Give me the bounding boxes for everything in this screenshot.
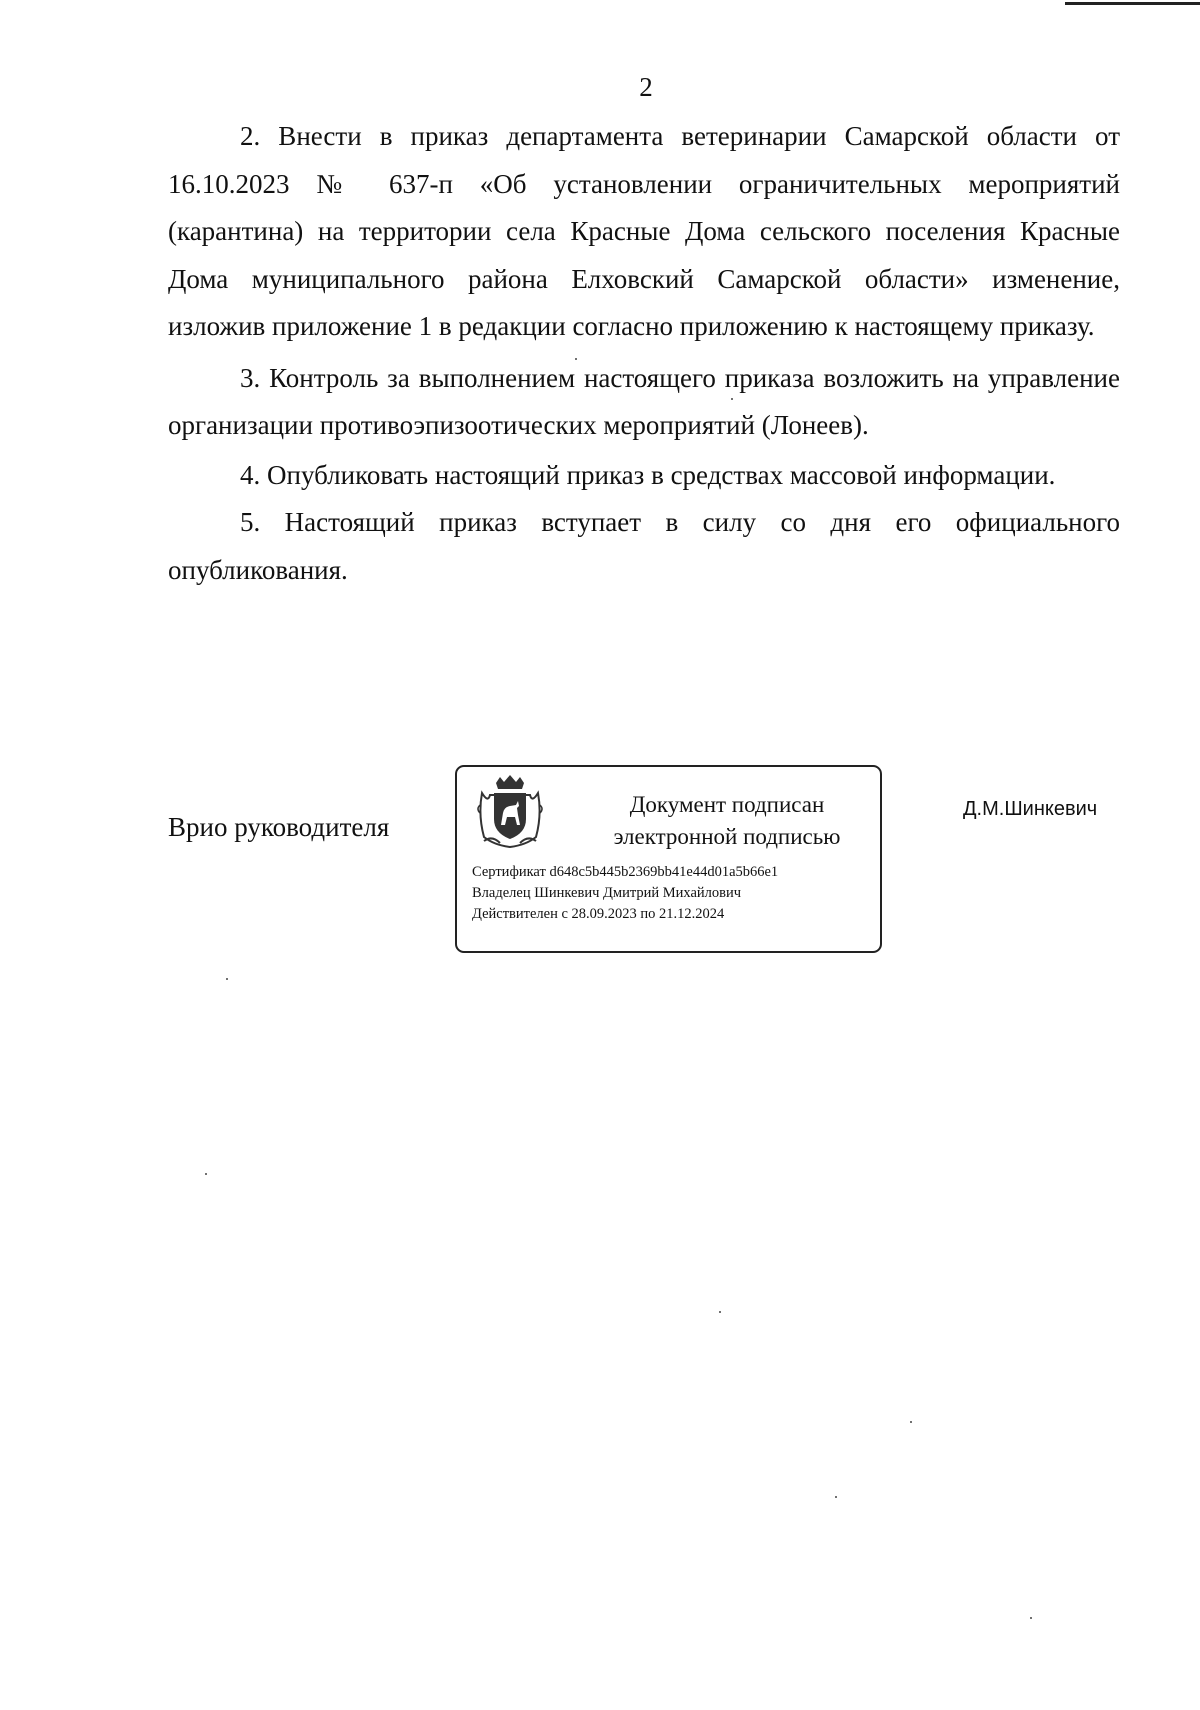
document-body xyxy=(168,113,1120,594)
paragraph-3: 3. Контроль за выполнением настоящего приказа возложить на управление организации противоэпизоотических мероприятий (Лонеев). xyxy=(168,362,1120,440)
scan-speck xyxy=(575,358,577,360)
scan-edge-line xyxy=(1065,2,1200,5)
stamp-title-line2: электронной подписью xyxy=(613,824,841,849)
scan-speck xyxy=(205,1173,207,1175)
stamp-details xyxy=(472,862,778,925)
scan-speck xyxy=(226,978,228,980)
stamp-owner: Владелец Шинкевич Дмитрий Михайлович xyxy=(472,885,742,901)
samara-coat-of-arms-icon xyxy=(474,775,546,851)
signer-name: Д.М.Шинкевич xyxy=(963,798,1098,820)
stamp-title xyxy=(577,789,877,853)
scan-speck xyxy=(719,1311,721,1313)
scan-speck xyxy=(835,1496,837,1498)
stamp-certificate: Сертификат d648c5b445b2369bb41e44d01a5b66e1 xyxy=(472,864,779,880)
scan-speck xyxy=(910,1421,912,1423)
page-number: 2 xyxy=(639,72,653,102)
stamp-validity: Действителен с 28.09.2023 по 21.12.2024 xyxy=(472,906,725,922)
signer-role: Врио руководителя xyxy=(168,812,390,842)
scan-speck xyxy=(1030,1617,1032,1619)
paragraph-5: 5. Настоящий приказ вступает в силу со дня его официального опубликования. xyxy=(168,507,1120,585)
stamp-title-line1: Документ подписан xyxy=(629,792,825,817)
e-signature-stamp xyxy=(455,765,882,953)
paragraph-2: 2. Внести в приказ департамента ветеринарии Самарской области от 16.10.2023 № 637-п «Об установлении ограничительных мероприятий (карантина) на территории села Красные Дома сельского поселения Красные Дома муниципального района Елховский Самарской области» изменение, изложив приложение 1 в редакции согласно приложению к настоящему приказу. xyxy=(168,121,1120,341)
scan-speck xyxy=(731,398,733,400)
paragraph-4: 4. Опубликовать настоящий приказ в средствах массовой информации. xyxy=(240,459,1056,490)
